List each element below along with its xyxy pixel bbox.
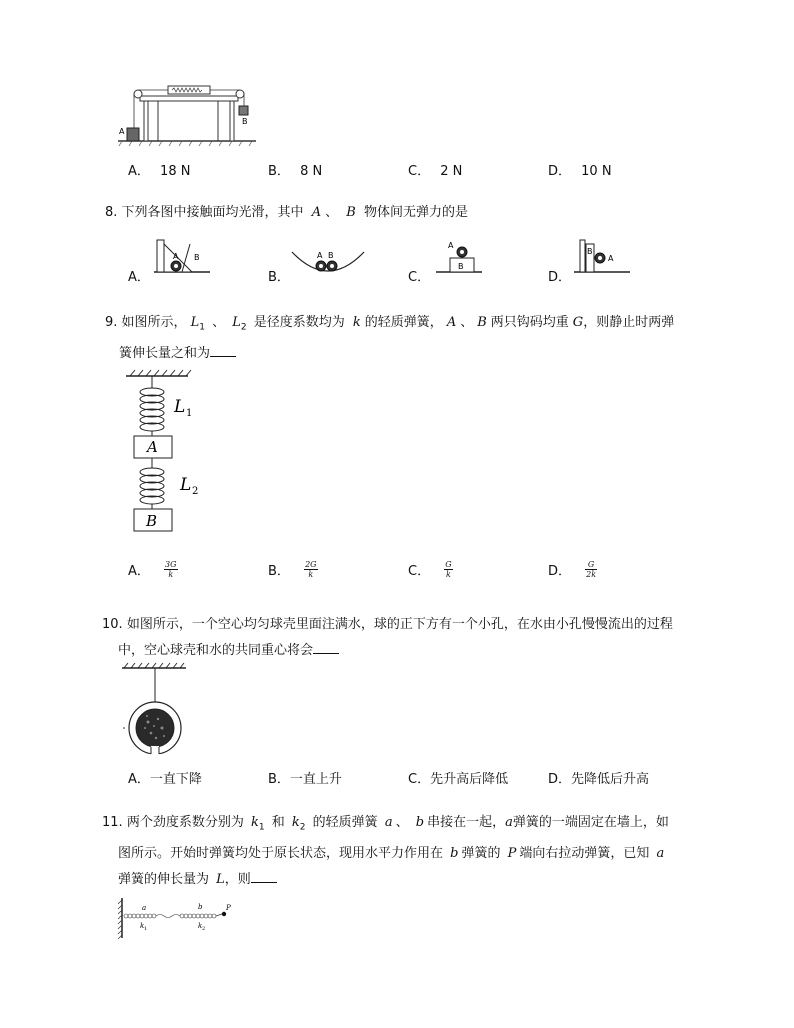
q10-stem-line-2 xyxy=(102,638,742,664)
q11-var-k1-sub: 1 xyxy=(258,822,265,833)
q8-option-b-letter: B． xyxy=(268,270,290,285)
q9-fig-label-b: B xyxy=(146,512,158,530)
q9-answer-blank[interactable] xyxy=(210,342,236,357)
q9-option-b[interactable] xyxy=(268,560,318,579)
q9-text-3: 的轻质弹簧， xyxy=(364,315,443,330)
q11-fig-label-k1: k xyxy=(140,922,145,930)
q7-label-b: B xyxy=(242,117,248,126)
q10-answer-blank[interactable] xyxy=(313,639,339,654)
q10-stem-line-1 xyxy=(102,612,742,638)
q9-option-d-den: 2k xyxy=(586,570,597,579)
q9-var-l2: L xyxy=(232,315,241,330)
q10-option-c-letter: C． xyxy=(408,772,431,787)
q10-option-b-letter: B． xyxy=(268,772,290,787)
q8-figure-a xyxy=(152,236,212,276)
q8-option-c-letter: C． xyxy=(408,270,431,285)
q10-stem xyxy=(102,612,742,664)
q9-sep-2: 、 xyxy=(460,315,474,330)
q8-option-d[interactable] xyxy=(548,266,571,285)
q10-option-d-text: 先降低后升高 xyxy=(571,772,650,787)
q11-fig-label-k2: k xyxy=(198,922,203,930)
q9-text-2: 是径度系数均为 xyxy=(253,315,345,330)
q8-option-a-letter: A． xyxy=(128,270,150,285)
q9-option-b-num: 2G xyxy=(305,560,317,569)
q11-text-7: 端向右拉动弹簧，已知 xyxy=(519,845,650,861)
q9-fig-label-l2-sub: 2 xyxy=(192,486,199,497)
q7-option-a-letter: A． xyxy=(128,164,150,179)
q11-fig-label-a: a xyxy=(142,904,147,912)
q8c-label-a: A xyxy=(448,241,454,250)
q8-option-b[interactable] xyxy=(268,266,290,285)
q11-answer-blank[interactable] xyxy=(251,868,277,883)
q9-option-b-den: k xyxy=(308,570,314,579)
q9-sep-1: 、 xyxy=(212,315,226,330)
q9-option-d-num: G xyxy=(585,560,597,570)
q9-option-b-letter: B． xyxy=(268,564,290,579)
q11-stem-line-3 xyxy=(102,867,742,893)
q10-number: 10. xyxy=(102,617,123,632)
q8-var-a: A xyxy=(311,205,322,220)
q10-text-1: 如图所示，一个空心均匀球壳里面注满水，球的正下方有一个小孔，在水由小孔慢慢流出的过程 xyxy=(126,617,673,632)
q9-text-6: 簧伸长量之和为 xyxy=(119,345,211,361)
q9-var-k: k xyxy=(352,315,361,330)
q11-var-l: L xyxy=(216,871,225,887)
q7-option-b-text: 8 N xyxy=(300,164,323,179)
q8b-label-a: A xyxy=(317,251,323,260)
q9-option-c-num: G xyxy=(445,560,452,569)
q9-option-d-fraction xyxy=(585,560,597,579)
q11-text-6: 弹簧的 xyxy=(461,845,501,861)
q9-option-c[interactable] xyxy=(408,560,453,579)
q11-var-p: P xyxy=(507,845,517,861)
q10-text-2: 中，空心球壳和水的共同重心将会 xyxy=(118,643,314,658)
q7-label-a: A xyxy=(119,127,125,136)
q10-option-d[interactable] xyxy=(548,768,649,787)
q8-stem xyxy=(105,200,468,226)
q9-var-a: A xyxy=(446,315,457,330)
q8a-label-a: A xyxy=(173,252,179,261)
q11-springs-figure xyxy=(116,896,240,940)
q11-fig-label-p: P xyxy=(226,904,231,912)
q11-var-k2-sub: 2 xyxy=(299,822,306,833)
q11-var-a-3: a xyxy=(656,845,665,861)
q8-stem-text: 下列各图中接触面均光滑，其中 xyxy=(121,205,304,220)
q11-var-k1: k xyxy=(250,815,259,830)
q8d-label-b: B xyxy=(587,247,593,256)
q8d-label-a: A xyxy=(608,254,614,263)
q11-var-b-2: b xyxy=(450,845,459,861)
q8-stem-text-2: 物体间无弹力的是 xyxy=(363,205,468,220)
q7-option-c[interactable] xyxy=(408,160,462,179)
q8-sep: 、 xyxy=(325,205,339,220)
q11-var-b: b xyxy=(415,815,425,830)
q11-text-and: 和 xyxy=(271,815,285,830)
q9-var-b: B xyxy=(477,315,487,330)
q9-option-a-den: k xyxy=(168,570,174,579)
q9-fig-label-l1: L xyxy=(174,397,186,417)
q9-stem xyxy=(105,310,725,367)
q10-sphere-figure xyxy=(118,662,194,762)
q11-stem xyxy=(102,810,742,893)
q9-spring-figure xyxy=(120,368,210,536)
q11-text-1: 两个劲度系数分别为 xyxy=(126,815,244,830)
q11-text-5: 图所示。开始时弹簧均处于原长状态，现用水平力作用在 xyxy=(118,845,444,861)
q9-fig-label-l1-sub: 1 xyxy=(186,408,193,419)
q11-text-8: 弹簧的伸长量为 xyxy=(118,871,210,887)
q11-text-9: ，则 xyxy=(224,871,251,887)
q9-text-1: 如图所示， xyxy=(121,315,187,330)
q10-option-c-text: 先升高后降低 xyxy=(430,772,509,787)
q9-text-5: ，则静止时两弹 xyxy=(583,315,675,330)
q9-option-a-num: 3G xyxy=(165,560,177,569)
q9-var-g: G xyxy=(572,315,584,330)
q9-option-d-letter: D． xyxy=(548,564,572,579)
q9-option-d[interactable] xyxy=(548,560,597,579)
q11-text-2: 的轻质弹簧 xyxy=(312,815,378,830)
q9-var-l1-sub: 1 xyxy=(199,322,205,333)
q9-fig-label-a: A xyxy=(147,438,158,456)
q9-option-c-den: k xyxy=(445,570,451,579)
q7-option-a-text: 18 N xyxy=(160,164,191,179)
q8-figure-c xyxy=(434,236,484,276)
q10-option-a-text: 一直下降 xyxy=(149,772,202,787)
q8-number: 8. xyxy=(105,205,118,220)
q9-option-c-fraction xyxy=(444,560,452,579)
q10-option-c[interactable] xyxy=(408,768,508,787)
q9-fig-label-l2: L xyxy=(180,475,192,495)
q8-figure-b xyxy=(290,246,366,278)
q9-stem-line-2 xyxy=(105,341,725,367)
q7-option-a[interactable] xyxy=(128,160,190,179)
q10-option-a[interactable] xyxy=(128,768,202,787)
q10-option-b[interactable] xyxy=(268,768,342,787)
q7-option-d-letter: D． xyxy=(548,164,572,179)
q9-number: 9. xyxy=(105,315,118,330)
q11-text-3: 串接在一起， xyxy=(427,815,506,830)
q11-stem-line-1 xyxy=(102,810,742,841)
q8a-label-b: B xyxy=(194,253,200,262)
q8-option-a[interactable] xyxy=(128,266,150,285)
q10-option-d-letter: D． xyxy=(548,772,572,787)
q8b-label-b: B xyxy=(328,251,334,260)
q11-fig-label-k2-sub: 2 xyxy=(202,926,206,932)
q8-figure-d xyxy=(572,236,632,276)
q9-var-l2-sub: 2 xyxy=(240,322,247,333)
q11-sep: 、 xyxy=(395,815,409,830)
q7-option-d[interactable] xyxy=(548,160,612,179)
q9-option-a-fraction xyxy=(164,560,177,579)
q11-fig-label-b: b xyxy=(198,903,203,911)
q9-option-b-fraction xyxy=(304,560,317,579)
q7-option-c-letter: C． xyxy=(408,164,431,179)
q11-text-4: 弹簧的一端固定在墙上，如 xyxy=(512,815,669,830)
q8-option-c[interactable] xyxy=(408,266,430,285)
q8c-label-b: B xyxy=(458,262,464,271)
q8-option-d-letter: D． xyxy=(548,270,572,285)
q9-option-a-letter: A． xyxy=(128,564,150,579)
q9-text-4: 两只钩码均重 xyxy=(490,315,569,330)
q7-pulley-figure xyxy=(118,84,258,148)
q8-var-b: B xyxy=(346,205,356,220)
q7-option-b[interactable] xyxy=(268,160,322,179)
q11-var-a-2: a xyxy=(505,815,513,830)
q11-var-k2: k xyxy=(291,815,300,830)
q9-option-c-letter: C． xyxy=(408,564,431,579)
q11-stem-line-2 xyxy=(102,841,742,867)
q10-option-a-letter: A． xyxy=(128,772,150,787)
q7-option-b-letter: B． xyxy=(268,164,290,179)
q7-option-c-text: 2 N xyxy=(440,164,463,179)
q11-var-a: a xyxy=(384,815,393,830)
q9-stem-line-1 xyxy=(105,310,725,341)
q9-option-a[interactable] xyxy=(128,560,178,579)
q7-option-d-text: 10 N xyxy=(581,164,612,179)
q9-var-l1: L xyxy=(190,315,200,330)
q11-fig-label-k1-sub: 1 xyxy=(144,926,148,932)
q11-number: 11. xyxy=(102,815,123,830)
q10-option-b-text: 一直上升 xyxy=(289,772,342,787)
